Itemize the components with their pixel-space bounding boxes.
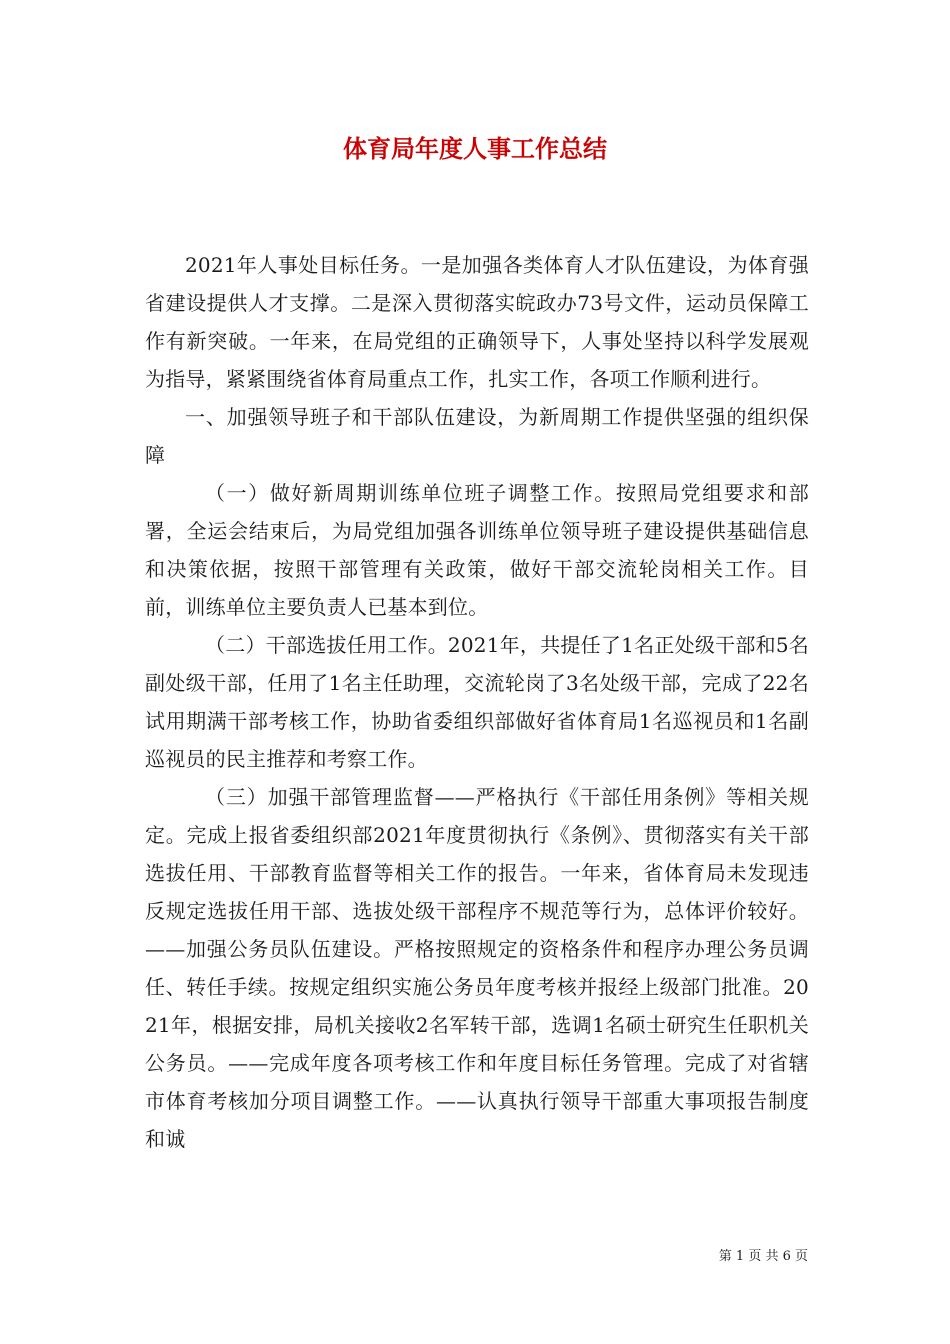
paragraph-intro: 2021年人事处目标任务。一是加强各类体育人才队伍建设，为体育强省建设提供人才支撑。二是深入贯彻落实皖政办73号文件，运动员保障工作有新突破。一年来，在局党组的正确领导下，人事处坚持以科学发展观为指导，紧紧围绕省体育局重点工作，扎实工作，各项工作顺利进行。 [145, 253, 809, 391]
paragraph-item-3: （三）加强干部管理监督——严格执行《干部任用条例》等相关规定。完成上报省委组织部2021年度贯彻执行《条例》、贯彻落实有关干部选拔任用、干部教育监督等相关工作的报告。一年来，省体育局未发现违反规定选拔任用干部、选拔处级干部程序不规范等行为，总体评价较好。——加强公务员队伍建设。严格按照规定的资格条件和程序办理公务员调任、转任手续。按规定组织实施公务员年度考核并报经上级部门批准。2021年，根据安排，局机关接收2名军转干部，选调1名硕士研究生任职机关公务员。——完成年度各项考核工作和年度目标任务管理。完成了对省辖市体育考核加分项目调整工作。——认真执行领导干部重大事项报告制度和诚 [145, 785, 809, 1151]
paragraph-item-1: （一）做好新周期训练单位班子调整工作。按照局党组要求和部署，全运会结束后，为局党组加强各训练单位领导班子建设提供基础信息和决策依据，按照干部管理有关政策，做好干部交流轮岗相关工作。目前，训练单位主要负责人已基本到位。 [145, 481, 809, 619]
document-body [145, 246, 809, 1158]
paragraph-item-2: （二）干部选拔任用工作。2021年，共提任了1名正处级干部和5名副处级干部，任用了1名主任助理，交流轮岗了3名处级干部，完成了22名试用期满干部考核工作，协助省委组织部做好省体育局1名巡视员和1名副巡视员的民主推荐和考察工作。 [145, 633, 809, 771]
document-title: 体育局年度人事工作总结 [343, 135, 607, 163]
section-heading-1: 一、加强领导班子和干部队伍建设，为新周期工作提供坚强的组织保障 [145, 405, 809, 467]
page-number: 第 1 页 共 6 页 [718, 1249, 808, 1264]
